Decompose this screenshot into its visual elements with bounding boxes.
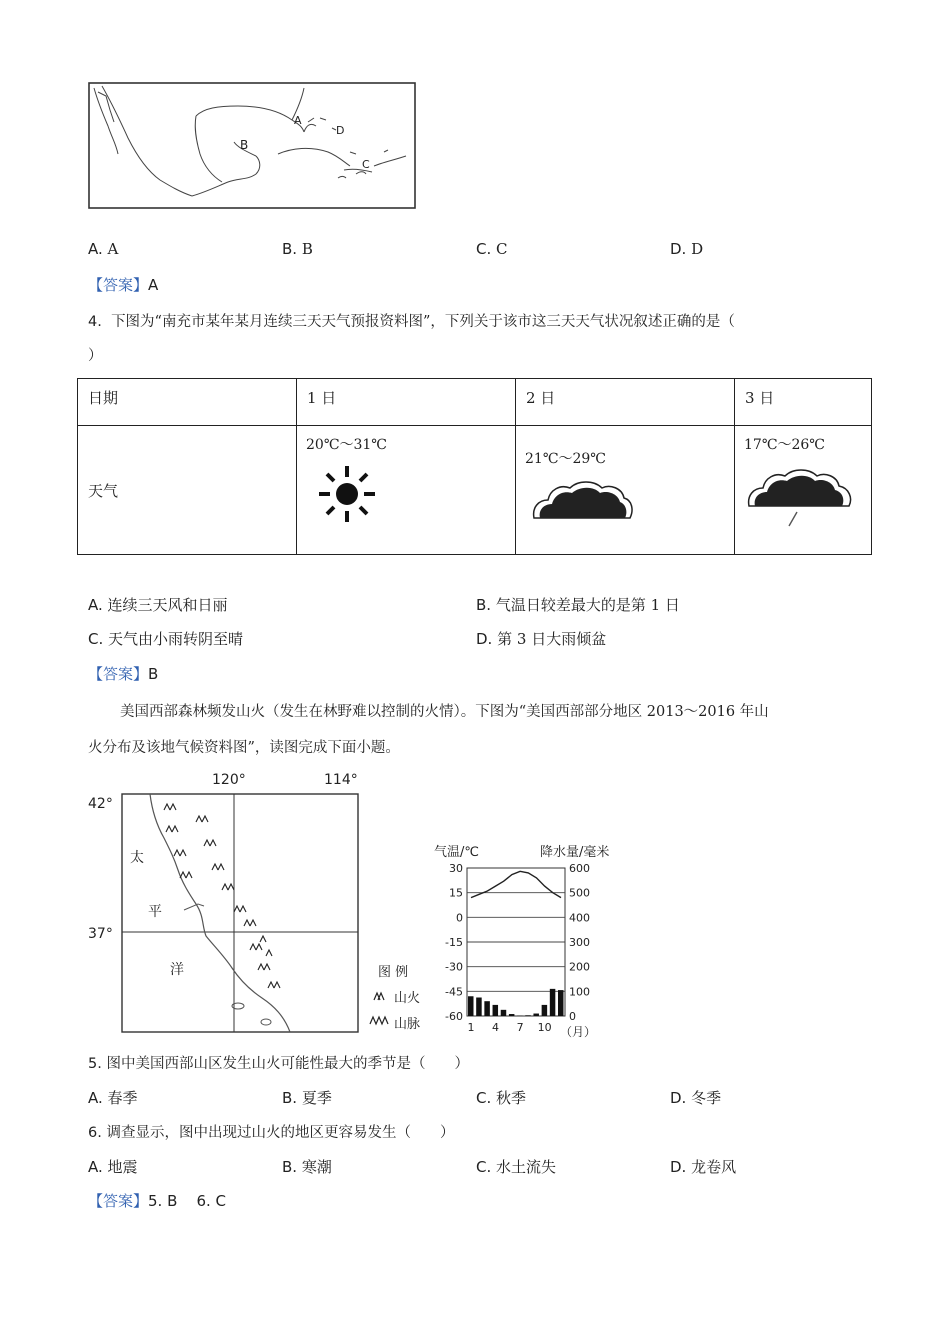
- y-left-tick: 0: [456, 911, 463, 925]
- q3-option-d[interactable]: D. D: [670, 240, 704, 258]
- light-rain-cloud-icon: [745, 466, 857, 530]
- lat-label-42: 42°: [88, 796, 113, 812]
- q6-option-a[interactable]: A. 地震: [88, 1158, 138, 1176]
- y-left-label: 气温/℃: [434, 845, 479, 860]
- precip-bar: [558, 990, 564, 1016]
- table-row-label: 天气: [78, 426, 297, 555]
- table-header-day2: 2 日: [516, 379, 735, 426]
- q4-option-d[interactable]: D. 第 3 日大雨倾盆: [476, 630, 607, 648]
- q5-option-c[interactable]: C. 秋季: [476, 1089, 527, 1107]
- us-west-fire-map: [84, 766, 424, 1036]
- y-right-tick: 0: [569, 1010, 576, 1023]
- overcast-cloud-icon: [530, 478, 634, 522]
- legend-item-fire: 山火: [394, 991, 421, 1006]
- legend-title: 图 例: [378, 965, 409, 980]
- q4-option-c[interactable]: C. 天气由小雨转阴至晴: [88, 630, 244, 648]
- q4-option-a[interactable]: A. 连续三天风和日丽: [88, 596, 228, 614]
- answer-tag: 【答案】: [88, 1192, 149, 1210]
- precip-bar: [501, 1010, 507, 1016]
- precip-bar: [476, 998, 482, 1017]
- y-left-tick: 15: [449, 886, 463, 900]
- map1-label-d: D: [336, 124, 345, 137]
- q5-option-a[interactable]: A. 春季: [88, 1089, 138, 1107]
- q6-option-c[interactable]: C. 水土流失: [476, 1158, 557, 1176]
- answer-tag: 【答案】: [88, 276, 149, 294]
- day2-weather-cell: [516, 426, 735, 555]
- x-tick: 7: [516, 1021, 524, 1034]
- precip-bar: [550, 989, 556, 1016]
- q6-option-d[interactable]: D. 龙卷风: [670, 1158, 737, 1176]
- precip-bar: [542, 1005, 548, 1016]
- q5-stem: 5. 图中美国西部山区发生山火可能性最大的季节是（ ）: [88, 1056, 469, 1072]
- x-tick: 10: [537, 1021, 552, 1034]
- sun-icon: [315, 464, 379, 524]
- q6-option-b[interactable]: B. 寒潮: [282, 1158, 332, 1176]
- y-right-tick: 500: [569, 886, 590, 900]
- passage-line1: 美国西部森林频发山火（发生在林野难以控制的火情）。下图为“美国西部部分地区 2013～2016 年山: [120, 704, 769, 720]
- weather-forecast-table: [77, 378, 872, 555]
- q4-stem-cont: ）: [88, 348, 103, 364]
- passage-line2: 火分布及该地气候资料图”，读图完成下面小题。: [88, 740, 400, 756]
- q4-stem: 4. 下图为“南充市某年某月连续三天天气预报资料图”，下列关于该市这三天天气状况叙述正确的是（: [88, 314, 735, 330]
- table-header-day1: 1 日: [297, 379, 516, 426]
- precip-bar: [533, 1014, 539, 1016]
- q3-option-a[interactable]: A. A: [88, 240, 119, 258]
- precip-bar: [493, 1005, 499, 1016]
- lon-label-120: 120°: [212, 772, 246, 788]
- q3-option-c[interactable]: C. C: [476, 240, 508, 258]
- y-right-tick: 100: [569, 985, 590, 999]
- y-left-tick: -45: [445, 985, 463, 999]
- y-right-label: 降水量/毫米: [540, 845, 610, 860]
- day1-temp: 20℃～31℃: [306, 437, 387, 453]
- map1-label-b: B: [240, 138, 249, 152]
- map1-label-c: C: [362, 158, 370, 171]
- precip-bar: [525, 1015, 531, 1016]
- mountain-legend-icon: [370, 1017, 388, 1024]
- map1-label-a: A: [294, 114, 302, 127]
- y-right-tick: 600: [569, 862, 590, 875]
- y-right-tick: 300: [569, 936, 590, 949]
- temperature-line: [471, 871, 561, 897]
- q4-option-b[interactable]: B. 气温日较差最大的是第 1 日: [476, 596, 680, 614]
- q56-answer: 【答案】5. B 6. C: [88, 1192, 227, 1210]
- y-left-tick: -60: [445, 1010, 463, 1023]
- q5-option-d[interactable]: D. 冬季: [670, 1089, 722, 1107]
- q6-stem: 6. 调查显示，图中出现过山火的地区更容易发生（ ）: [88, 1125, 455, 1141]
- y-right-tick: 200: [569, 960, 590, 974]
- climate-chart: [430, 840, 630, 1040]
- x-tick: 1: [467, 1021, 475, 1034]
- day1-weather-cell: [297, 426, 516, 555]
- ocean-char-2: 平: [148, 904, 162, 920]
- day3-weather-cell: [735, 426, 872, 555]
- x-tick: 4: [492, 1021, 500, 1034]
- lat-label-37: 37°: [88, 926, 113, 942]
- lon-label-114: 114°: [324, 772, 358, 788]
- q3-option-b[interactable]: B. B: [282, 240, 313, 258]
- precip-bar: [484, 1001, 490, 1016]
- ocean-char-3: 洋: [170, 962, 184, 978]
- precip-bar: [509, 1014, 514, 1016]
- q4-answer: 【答案】B: [88, 665, 159, 683]
- day3-temp: 17℃～26℃: [744, 437, 825, 453]
- q3-answer: 【答案】A: [88, 276, 159, 294]
- q5-option-b[interactable]: B. 夏季: [282, 1089, 332, 1107]
- ocean-char-1: 太: [130, 850, 144, 866]
- precip-bar: [468, 996, 474, 1016]
- y-right-tick: 400: [569, 911, 590, 925]
- legend-item-mountain: 山脉: [394, 1017, 421, 1032]
- answer-tag: 【答案】: [88, 665, 149, 683]
- caribbean-map: [88, 82, 418, 210]
- y-left-tick: -15: [445, 936, 463, 949]
- y-left-tick: 30: [449, 862, 463, 875]
- day2-temp: 21℃～29℃: [525, 451, 606, 467]
- y-left-tick: -30: [445, 960, 463, 974]
- table-header-date: 日期: [78, 379, 297, 426]
- table-header-day3: 3 日: [735, 379, 872, 426]
- x-unit-label: （月）: [560, 1025, 597, 1039]
- wildfire-legend-icon: [374, 993, 384, 1000]
